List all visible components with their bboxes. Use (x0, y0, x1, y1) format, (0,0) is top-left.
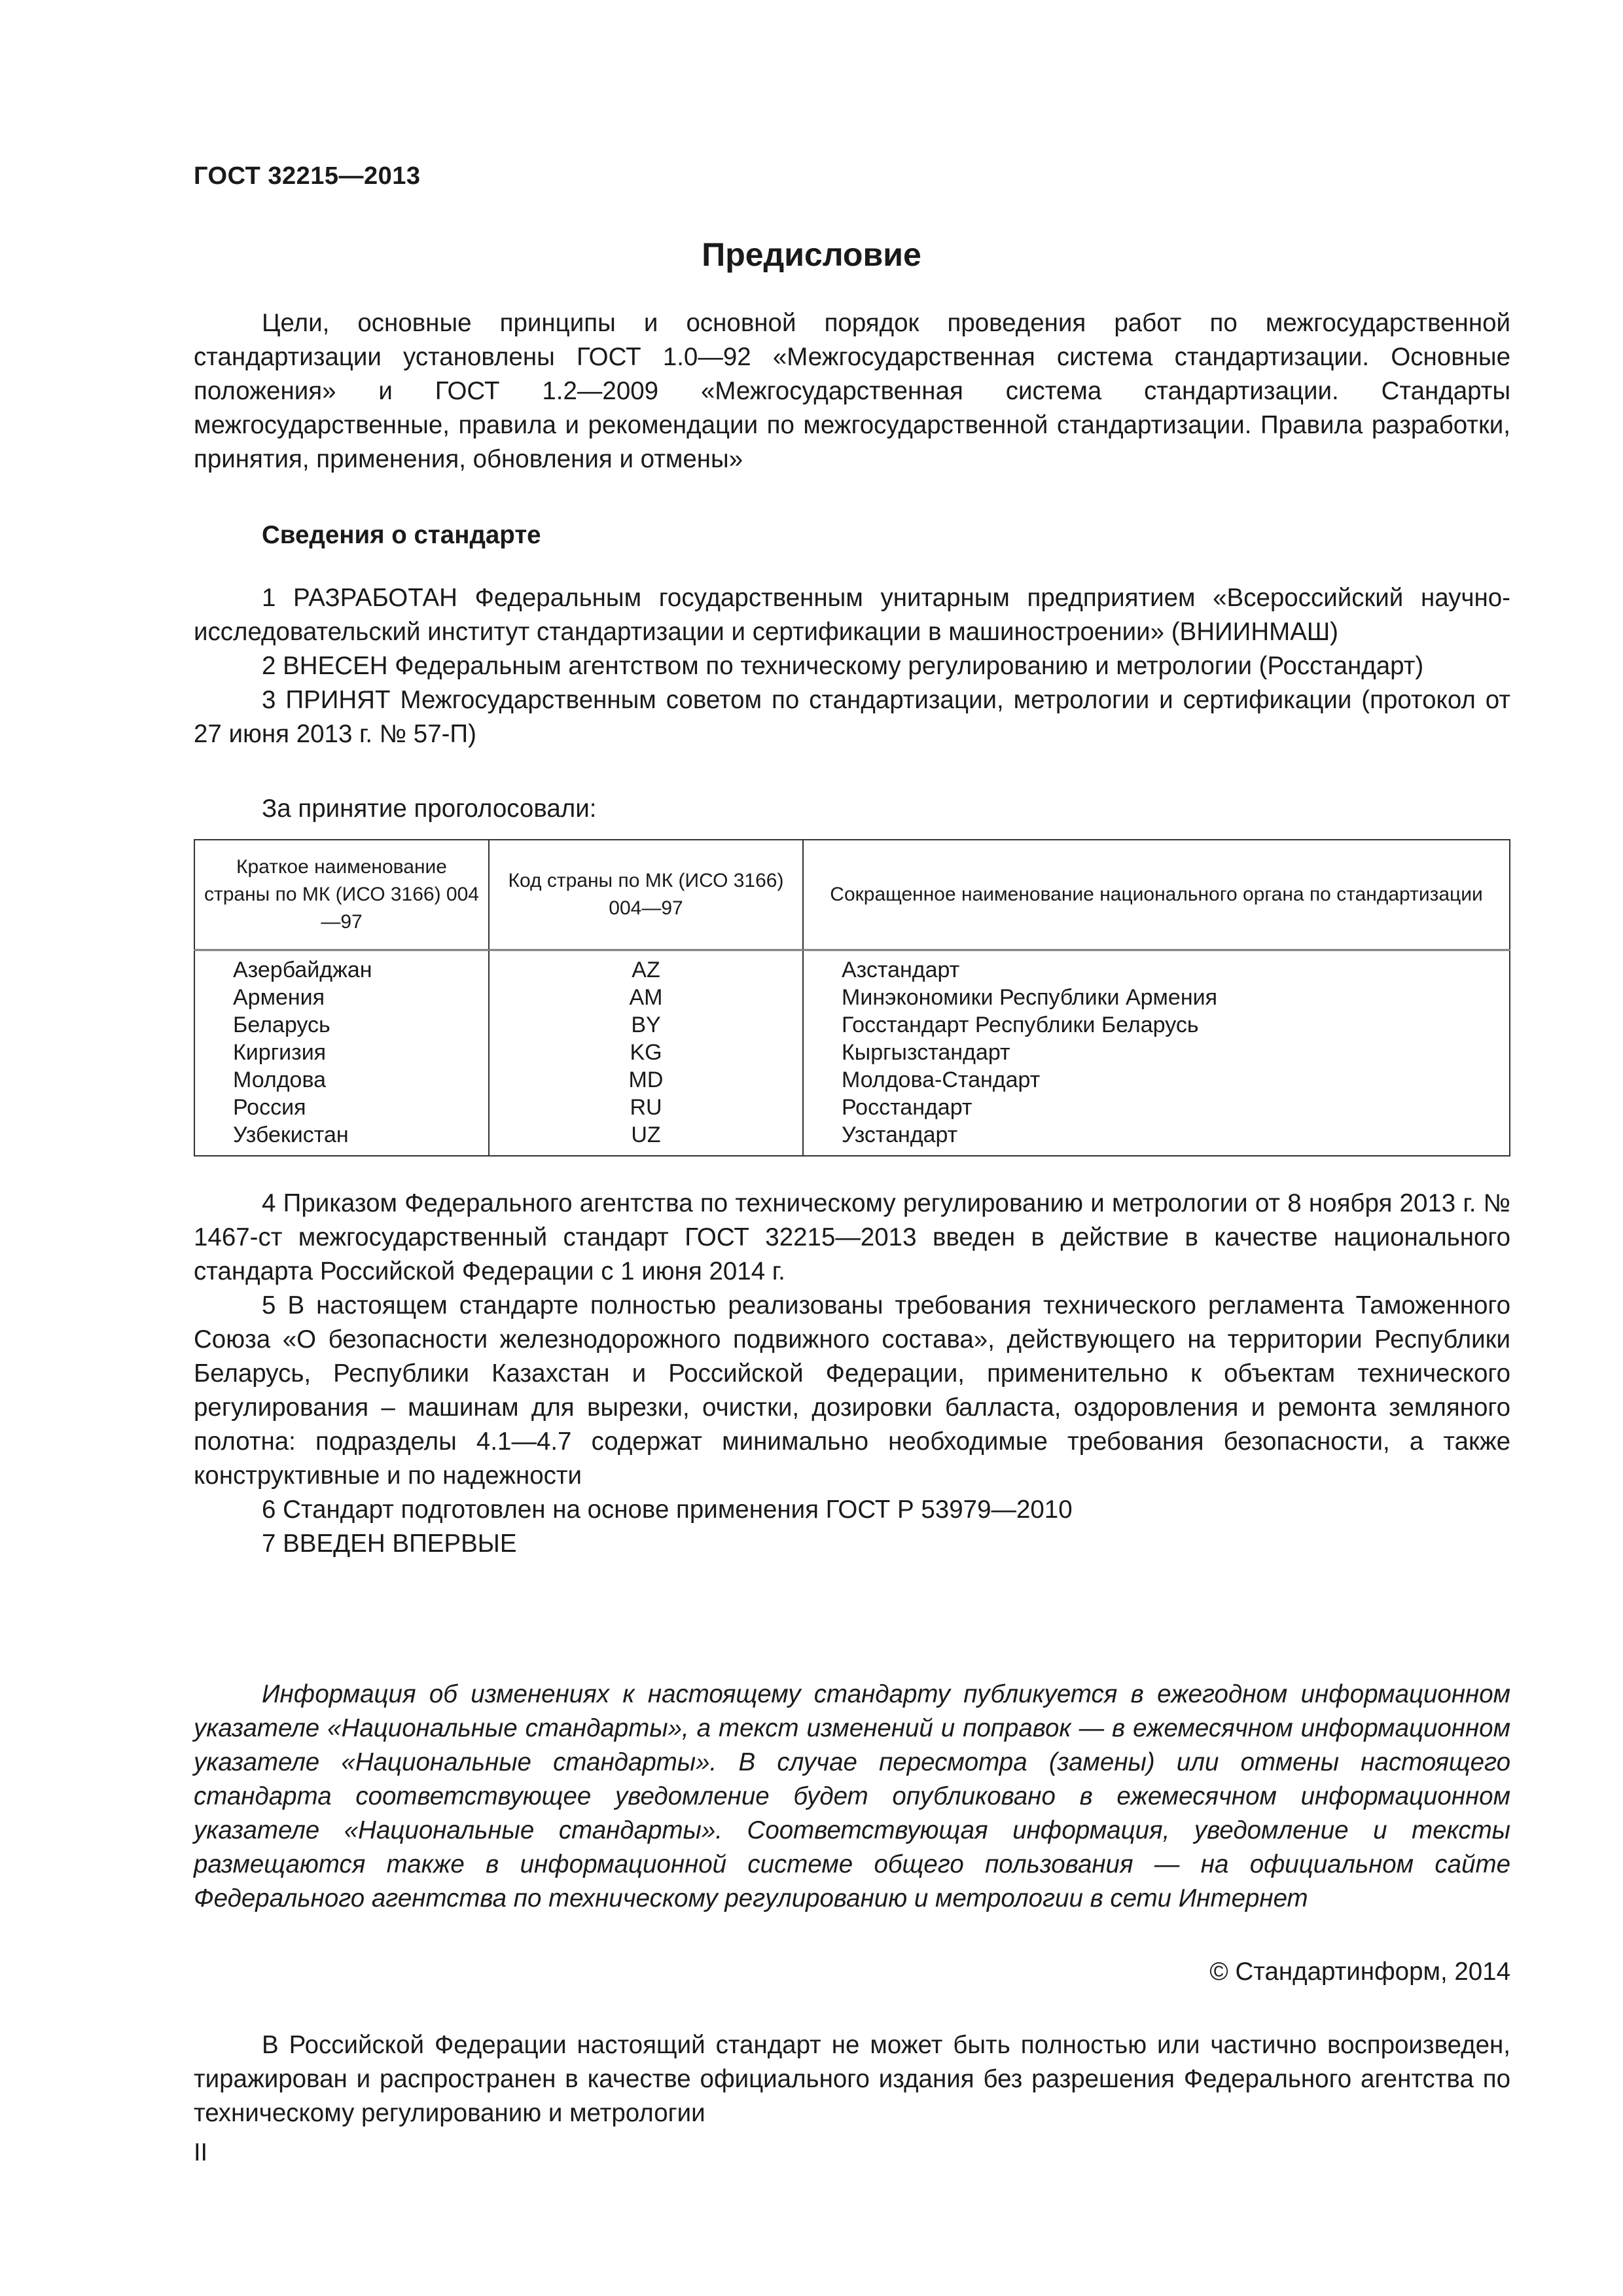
country-name: Азербайджан (194, 950, 489, 984)
country-code: AM (489, 984, 803, 1011)
table-row (194, 950, 1510, 984)
item-3-adopted-by: 3 ПРИНЯТ Межгосударственным советом по стандартизации, метрологии и сертификации (протокол от 27 июня 2013 г. № 57-П) (194, 686, 1510, 748)
changes-info-notice: Информация об изменениях к настоящему стандарту публикуется в ежегодном информационном указателе «Национальные стандарты», а текст изменений и поправок — в ежемесячном информационном указателе «Национальные стандарты». В случае пересмотра (замены) или отмены настоящего стандарта соответствующее уведомление будет опубликовано в ежемесячном информационном указателе «Национальные стандарты». Соответствующая информация, уведомление и тексты размещаются также в информационной системе общего пользования — на официальном сайте Федерального агентства по техническому регулированию и метрологии в сети Интернет (194, 1680, 1510, 1912)
country-name: Молдова (194, 1066, 489, 1094)
country-name: Армения (194, 984, 489, 1011)
national-body: Минэкономики Республики Армения (842, 985, 1217, 1010)
page-number: II (194, 2139, 208, 2166)
country-code: BY (489, 1011, 803, 1039)
item-4-order: 4 Приказом Федерального агентства по техническому регулированию и метрологии от 8 ноября 2013 г. № 1467-ст межгосударственный стандарт ГОСТ 32215—2013 введен в действие в качестве национального стандарта Российской Федерации с 1 июня 2014 г. (194, 1189, 1510, 1285)
table-row (194, 984, 1510, 1011)
country-name: Киргизия (194, 1039, 489, 1066)
table-header-row (194, 840, 1510, 950)
table-row (194, 1039, 1510, 1066)
item-2-introduced-by: 2 ВНЕСЕН Федеральным агентством по техническому регулированию и метрологии (Росстандарт) (262, 652, 1424, 680)
copyright-line: © Стандартинформ, 2014 (1209, 1958, 1510, 1986)
item-1-developed-by: 1 РАЗРАБОТАН Федеральным государственным унитарным предприятием «Всероссийский научно-исследовательский институт стандартизации и сертификации в машиностроении» (ВНИИНМАШ) (194, 584, 1510, 646)
intro-paragraph: Цели, основные принципы и основной порядок проведения работ по межгосударственной стандартизации установлены ГОСТ 1.0—92 «Межгосударственная система стандартизации. Основные положения» и ГОСТ 1.2—2009 «Межгосударственная система стандартизации. Стандарты межгосударственные, правила и рекомендации по межгосударственной стандартизации. Правила разработки, принятия, применения, обновления и отмены» (194, 309, 1510, 473)
national-body: Росстандарт (842, 1095, 972, 1120)
country-name: Узбекистан (194, 1121, 489, 1156)
country-code: AZ (489, 950, 803, 984)
country-code: RU (489, 1094, 803, 1121)
national-body: Госстандарт Республики Беларусь (842, 1013, 1199, 1037)
table-row (194, 1094, 1510, 1121)
item-7-introduced-first: 7 ВВЕДЕН ВПЕРВЫЕ (262, 1530, 517, 1558)
page-title: Предисловие (702, 236, 921, 273)
country-name: Беларусь (194, 1011, 489, 1039)
table-header-code: Код страны по МК (ИСО 3166) 004—97 (489, 840, 803, 950)
country-code: KG (489, 1039, 803, 1066)
document-body (194, 306, 1510, 2130)
country-code: MD (489, 1066, 803, 1094)
table-row (194, 1011, 1510, 1039)
table-header-country: Краткое наименование страны по МК (ИСО 3166) 004—97 (194, 840, 489, 950)
table-row (194, 1066, 1510, 1094)
about-standard-heading: Сведения о стандарте (262, 521, 541, 549)
national-body: Кыргызстандарт (842, 1040, 1010, 1065)
country-code: UZ (489, 1121, 803, 1156)
standard-code-header: ГОСТ 32215—2013 (194, 162, 421, 190)
national-body: Узстандарт (842, 1122, 958, 1147)
national-body: Молдова-Стандарт (842, 1067, 1041, 1092)
table-row (194, 1121, 1510, 1156)
item-5-requirements: 5 В настоящем стандарте полностью реализованы требования технического регламента Таможенного Союза «О безопасности железнодорожного подвижного состава», действующего на территории Республики Беларусь, Республики Казахстан и Российской Федерации, применительно к объектам технического регулирования – машинам для вырезки, очистки, дозировки балласта, оздоровления и ремонта земляного полотна: подразделы 4.1—4.7 содержат минимально необходимые требования безопасности, а также конструктивные и по надежности (194, 1291, 1510, 1490)
item-6-based-on: 6 Стандарт подготовлен на основе применения ГОСТ Р 53979—2010 (262, 1496, 1073, 1524)
country-name: Россия (194, 1094, 489, 1121)
reproduction-rights-notice: В Российской Федерации настоящий стандарт не может быть полностью или частично воспроизведен, тиражирован и распространен в качестве официального издания без разрешения Федерального агентства по техническому регулированию и метрологии (194, 2031, 1510, 2127)
table-header-body: Сокращенное наименование национального органа по стандартизации (803, 840, 1510, 950)
vote-intro: За принятие проголосовали: (262, 795, 597, 823)
national-body: Азстандарт (842, 958, 960, 982)
voting-countries-table (194, 839, 1510, 1157)
